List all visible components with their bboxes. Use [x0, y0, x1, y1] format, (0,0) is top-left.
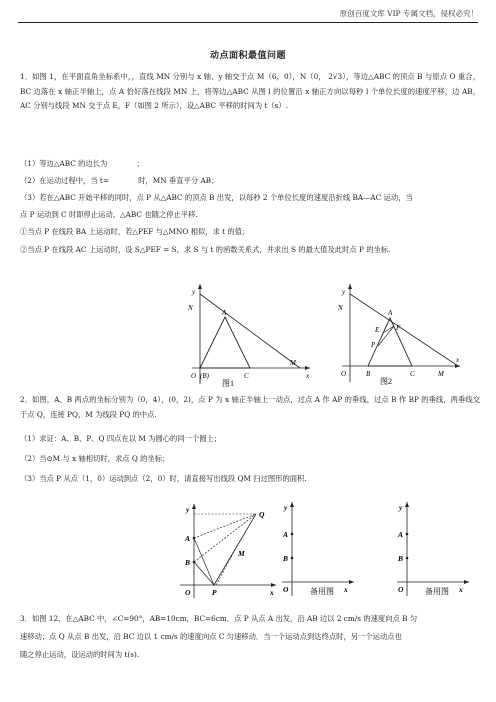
fig2-label-p: P	[371, 341, 376, 349]
fig3-label-q: Q	[259, 510, 265, 519]
fig3-y-arrow	[192, 504, 196, 509]
fig3-dashed-m	[216, 550, 235, 585]
document-title: 动点面积最值问题	[209, 51, 286, 61]
fig3-label-m: M	[238, 549, 245, 558]
fig2-label-b: B	[366, 370, 371, 378]
spare2-caption: 备用图	[425, 587, 449, 596]
fig2-caption: 图2	[380, 377, 392, 386]
fig2-label-o: O	[341, 370, 347, 378]
fig3-label-x: x	[270, 588, 274, 597]
fig3-label-a: A	[185, 534, 191, 543]
fig2-label-e: E	[375, 326, 380, 334]
spare1-point-b	[291, 557, 294, 560]
header-divider	[18, 22, 478, 23]
fig1-y-arrow	[198, 284, 202, 289]
fig2-label-x: x	[456, 356, 460, 364]
fig1-label-b: (B)	[200, 372, 209, 380]
spare1-label-o: O	[283, 585, 289, 594]
problem1-q3b: 点 P 运动到 C 时即停止运动，△ABC 也随之停止平移.	[20, 210, 198, 219]
fig2-line-mn	[350, 294, 458, 366]
spare-figure-2	[393, 498, 473, 600]
fig1-line-mn	[200, 294, 300, 368]
fig1-label-a: A	[222, 309, 227, 317]
problem2-q1: （1）求证：A、B、P、Q 四点在以 M 为圆心的同一个圆上；	[20, 434, 222, 443]
fig3-segment-bq	[194, 514, 256, 562]
fig1-label-x: x	[306, 372, 310, 380]
spare2-point-a	[406, 533, 409, 536]
spare1-y-arrow	[290, 502, 294, 507]
spare1-label-x: x	[344, 585, 348, 594]
fig1-triangle-abc	[200, 317, 250, 368]
problem1-q1: （1）等边△ABC 的边长为 ；	[20, 159, 144, 168]
problem2-intro: 2．如图，A、B 两点的坐标分别为（0，4），(0，2)，点 P 为 x 轴正半轴上一动点，过点 A 作 AP 的垂线，过点 B 作 BP 的垂线，两垂线交于点 Q，连接 PQ，M 为线段 PQ 的中点.	[20, 395, 480, 419]
fig1-label-c: C	[244, 372, 249, 380]
problem1-q3a: （3）若在△ABC 开始平移的同时，点 P 从△ABC 的顶点 B 出发，以每秒 2 个单位长度的速度沿折线 BA—AC 运动，当	[20, 193, 413, 202]
spare2-label-a: A	[398, 530, 404, 539]
fig1-x-arrow	[305, 366, 310, 370]
spare1-point-a	[291, 533, 294, 536]
header-note: 原创百度文库 VIP 专属文档，侵权必究！	[339, 9, 478, 18]
problem3-line2: 速移动；点 Q 从点 B 出发，沿 BC 边以 1 cm/s 的速度向点 C 匀速移动．当一个运动点到达终点时，另一个运动点也	[20, 632, 402, 641]
spare1-label-b: B	[283, 554, 289, 563]
fig1-caption: 图1	[222, 379, 234, 388]
spare2-x-arrow	[464, 580, 469, 584]
problem3-line3: 随之停止运动，设运动的时间为 t(s).	[20, 650, 140, 659]
fig3-point-b	[193, 561, 196, 564]
spare2-label-b: B	[398, 554, 404, 563]
spare1-label-a: A	[283, 530, 289, 539]
spare1-caption: 备用图	[310, 587, 334, 596]
fig2-label-c: C	[410, 370, 415, 378]
fig1-label-n: N	[188, 304, 193, 312]
fig3-segment-aq	[194, 514, 256, 538]
fig3-point-a	[193, 537, 196, 540]
figure-1	[180, 280, 315, 388]
fig2-label-m: M	[438, 370, 444, 378]
fig2-y-arrow	[348, 284, 352, 289]
fig1-label-o: O	[191, 372, 197, 380]
fig2-label-f: F	[396, 324, 401, 332]
problem1-intro: 1．如图 1，在平面直角坐标系中，，直线 MN 分别与 x 轴、y 轴交于点 M（6，0），N（0， 2√3），等边△ABC 的顶点 B 与原点 O 重合，BC 边落在 x 轴正半轴上，点 A 恰好落在线段 MN 上，将等边△ABC 从图 l 的位置沿 x 轴正方向以每秒 l 个单位长度的速度平移，边 AB，AC 分别与线段 MN 交于点 E，F（如图 2 所示），设△ABC 平移的时间为 t（s）.	[20, 72, 480, 110]
problem2-q3: （3）当点 P 从点（1，0）运动到点（2，0）时，请直接写出线段 QM 扫过图形的面积.	[20, 474, 307, 483]
problem1-q3d: ②当点 P 在线段 AC 上运动时，设 S△PEF = S，求 S 与 t 的函数关系式，并求出 S 的最大值及此时点 P 的坐标.	[20, 245, 391, 254]
problem1-q2: （2）在运动过程中，当 t= 时，MN 垂直平分 AB；	[20, 176, 219, 185]
spare2-label-x: x	[459, 585, 463, 594]
fig3-label-y: y	[186, 505, 190, 514]
spare-figure-1	[278, 498, 358, 600]
fig3-label-o: O	[185, 588, 191, 597]
fig2-label-n: N	[338, 304, 343, 312]
spare2-label-y: y	[399, 503, 403, 512]
spare2-label-o: O	[398, 585, 404, 594]
figure-2	[330, 280, 465, 388]
fig2-label-y: y	[342, 288, 346, 296]
fig1-label-m: M	[290, 359, 296, 367]
spare2-point-b	[406, 557, 409, 560]
spare1-x-arrow	[349, 580, 354, 584]
fig1-label-y: y	[192, 288, 196, 296]
figure-3	[172, 500, 284, 600]
problem1-q3c: ①当点 P 在线段 BA 上运动时，若△PEF 与△MNO 相似，求 t 的值；	[20, 227, 250, 236]
problem2-q2: （2）当⊙M 与 x 轴相切时，求点 Q 的坐标；	[20, 454, 170, 463]
spare1-label-y: y	[284, 503, 288, 512]
fig3-label-b: B	[185, 558, 191, 567]
fig2-label-a: A	[388, 309, 393, 317]
fig3-segment-bp	[194, 562, 214, 585]
fig3-x-arrow	[271, 583, 276, 587]
fig3-label-p: P	[212, 588, 217, 597]
spare2-y-arrow	[405, 502, 409, 507]
problem3-line1: 3．如图 12，在△ABC 中，∠C=90°，AB=10cm，BC=6cm．点 P 从点 A 出发，沿 AB 边以 2 cm/s 的速度向点 B 匀	[20, 614, 418, 623]
fig2-triangle-pef	[378, 326, 394, 346]
fig3-segment-ap	[194, 538, 214, 585]
fig3-segment-pq	[214, 514, 256, 585]
